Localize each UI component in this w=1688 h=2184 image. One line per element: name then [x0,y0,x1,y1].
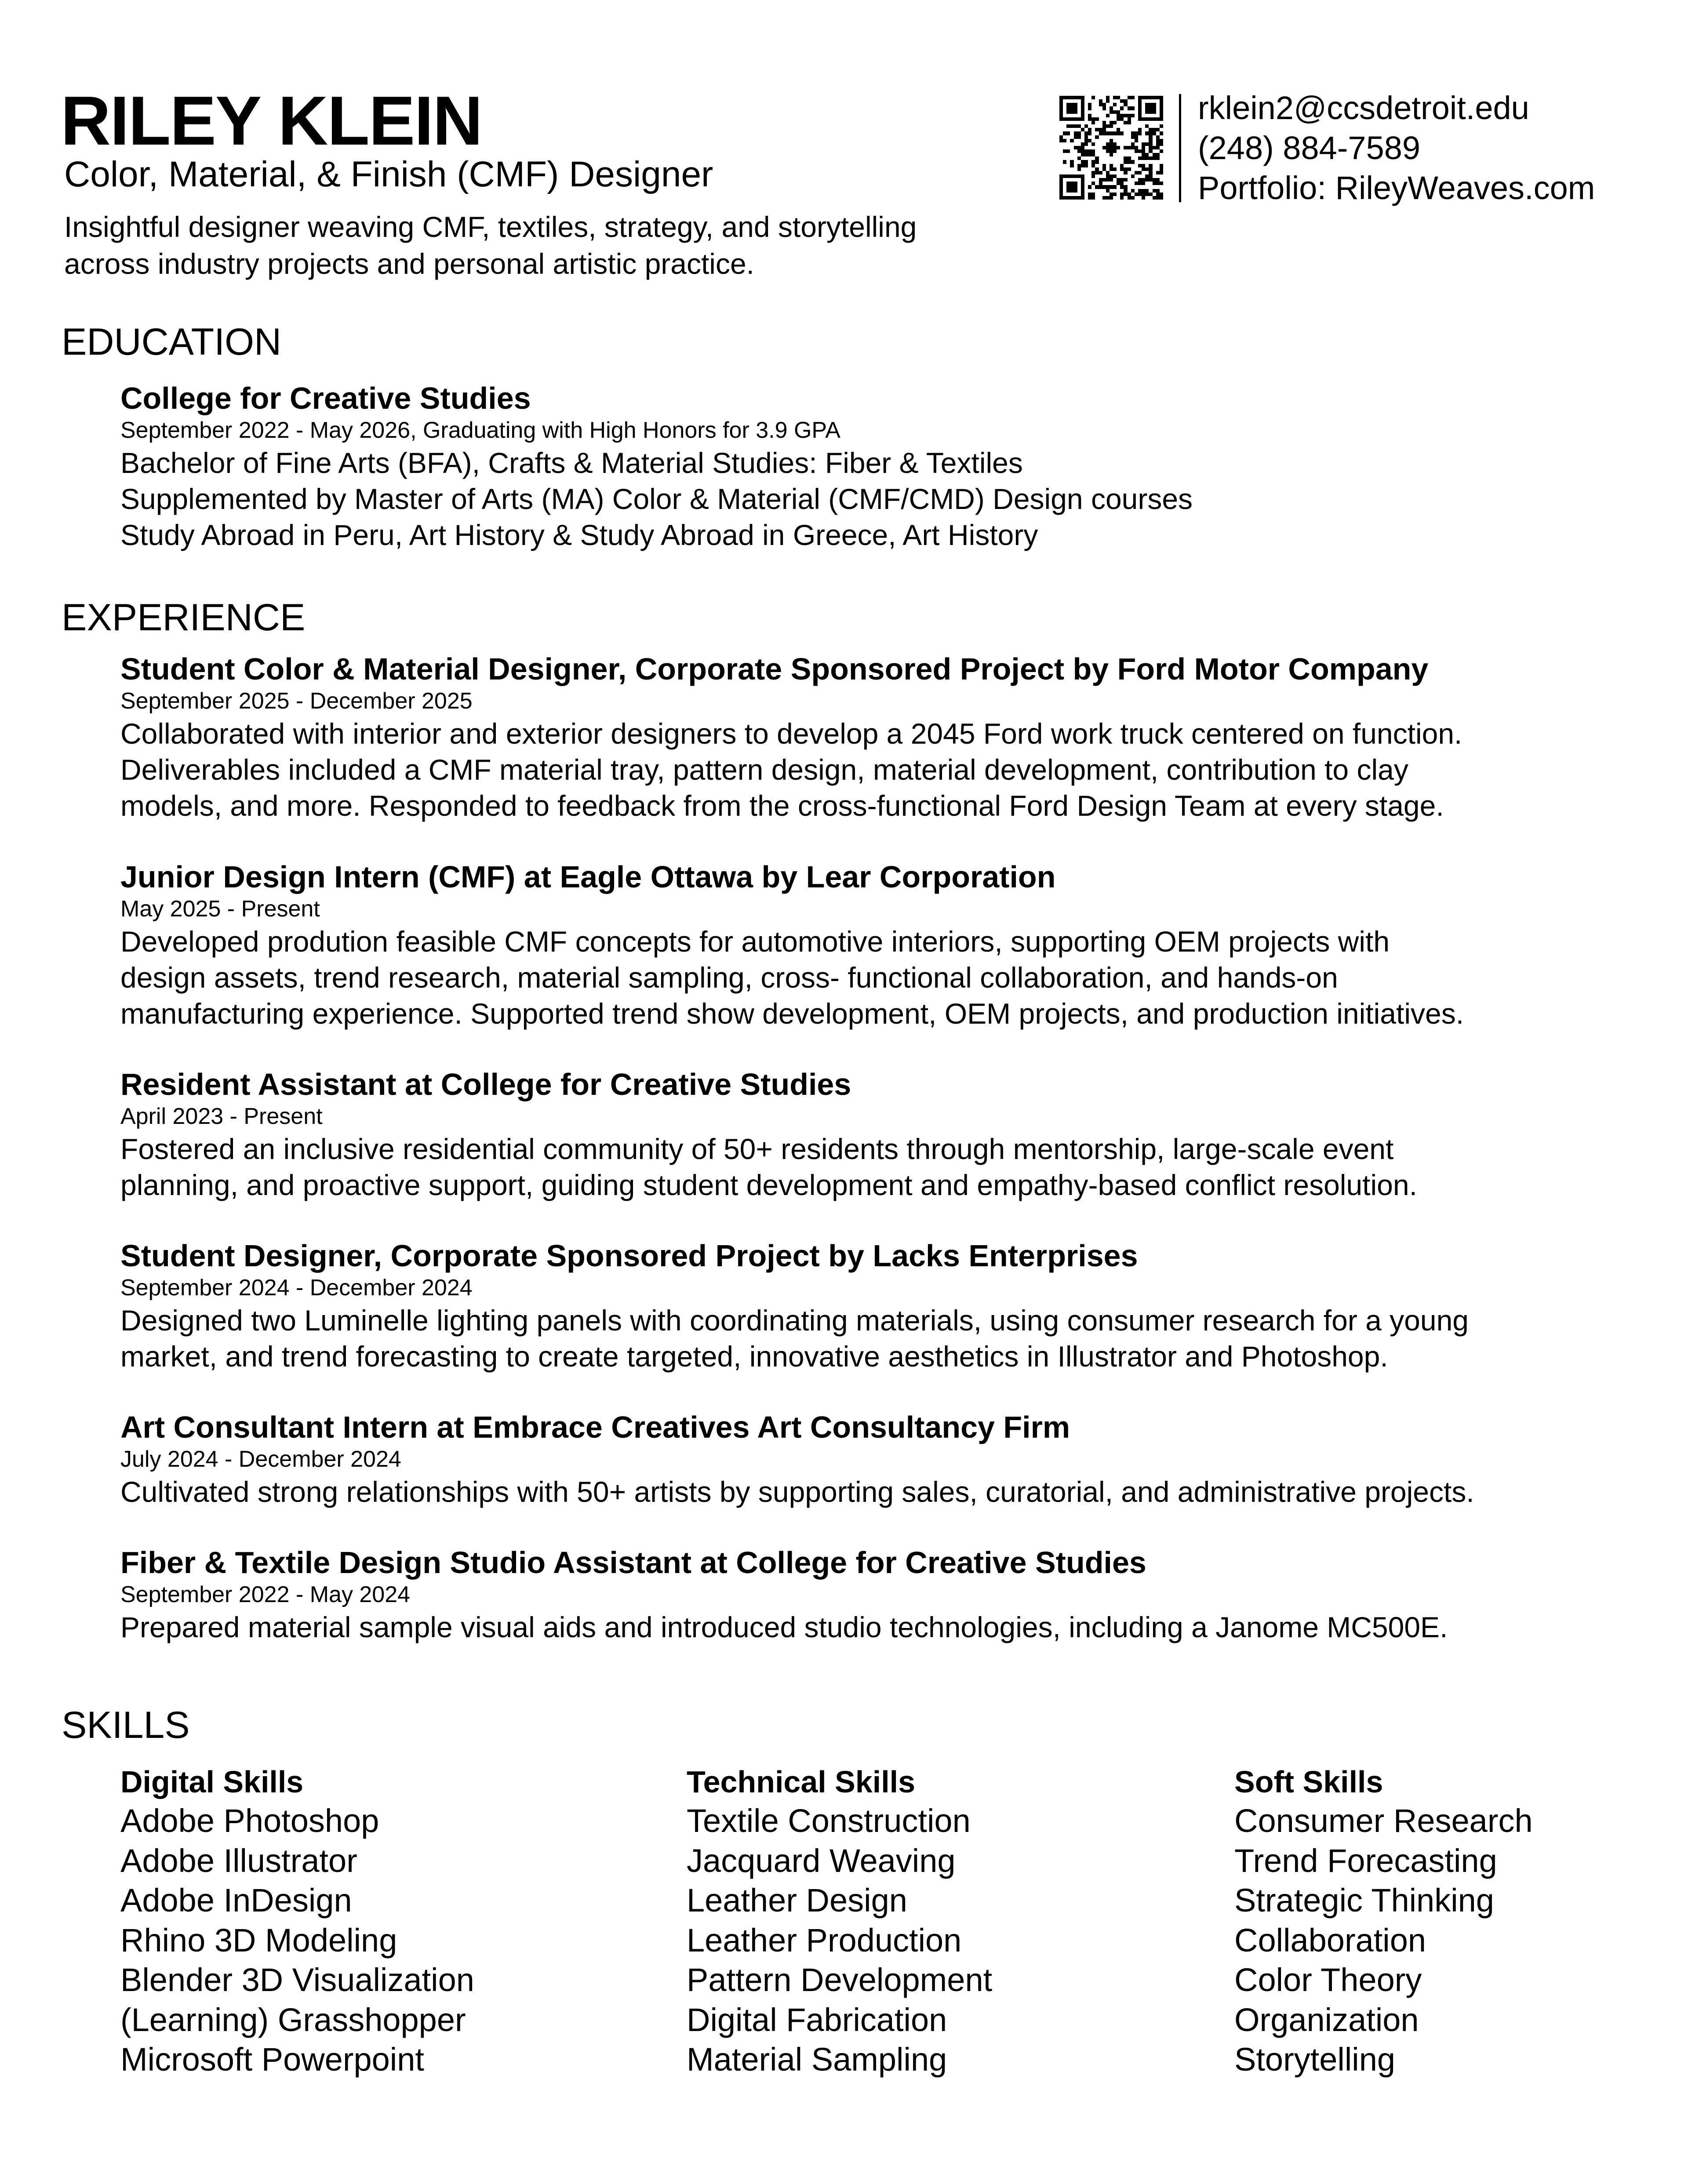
job-date: May 2025 - Present [120,896,320,922]
education-date: September 2022 - May 2026, Graduating with High Honors for 3.9 GPA [120,418,840,443]
skill-item: Microsoft Powerpoint [120,2041,424,2078]
skill-item: Leather Design [687,1882,907,1919]
education-details [120,445,1615,553]
job-date: July 2024 - December 2024 [120,1446,401,1472]
skill-item: Jacquard Weaving [687,1842,956,1879]
description-line: Developed prodution feasible CMF concepts for automotive interiors, supporting OEM projects with [120,925,1390,958]
skill-item: Material Sampling [687,2041,947,2078]
skill-item: Strategic Thinking [1234,1882,1494,1919]
candidate-name: RILEY KLEIN [61,82,482,160]
skill-item: Trend Forecasting [1234,1842,1497,1879]
experience-entry [120,1067,1615,1203]
candidate-title: Color, Material, & Finish (CMF) Designer [64,154,713,194]
skill-item: Collaboration [1234,1922,1426,1959]
portfolio-link[interactable]: Portfolio: RileyWeaves.com [1198,170,1595,206]
job-description [120,1131,1615,1203]
job-date: September 2022 - May 2024 [120,1582,411,1607]
divider [1179,94,1181,202]
skill-item: Storytelling [1234,2041,1396,2078]
experience-entry [120,1410,1615,1510]
job-date: September 2025 - December 2025 [120,688,473,714]
description-line: Fostered an inclusive residential community of 50+ residents through mentorship, large-scale event [120,1133,1394,1165]
description-line: Designed two Luminelle lighting panels with coordinating materials, using consumer research for a young [120,1304,1469,1337]
job-date: September 2024 - December 2024 [120,1275,473,1301]
experience-heading: EXPERIENCE [62,596,306,639]
job-description [120,1302,1615,1374]
skills-column-heading: Digital Skills [120,1765,304,1799]
job-title: Junior Design Intern (CMF) at Eagle Ottawa by Lear Corporation [120,860,1056,894]
job-date: April 2023 - Present [120,1104,323,1129]
skills-column-technical [687,1762,992,2080]
skill-item: (Learning) Grasshopper [120,2001,466,2038]
description-line: manufacturing experience. Supported trend show development, OEM projects, and production initiatives. [120,997,1464,1030]
job-title: Art Consultant Intern at Embrace Creatives Art Consultancy Firm [120,1410,1070,1444]
description-line: planning, and proactive support, guiding student development and empathy-based conflict resolution. [120,1169,1417,1201]
summary-line: across industry projects and personal artistic practice. [64,247,755,280]
description-line: Collaborated with interior and exterior designers to develop a 2045 Ford work truck centered on function. [120,717,1462,750]
description-line: design assets, trend research, material sampling, cross- functional collaboration, and hands-on [120,961,1338,994]
description-line: Deliverables included a CMF material tray, pattern design, material development, contribution to clay [120,753,1408,786]
job-description [120,1474,1615,1510]
phone-number[interactable]: (248) 884-7589 [1198,130,1421,166]
job-title: Resident Assistant at College for Creative Studies [120,1067,851,1101]
skill-item: Color Theory [1234,1962,1422,1998]
skill-item: Organization [1234,2001,1419,2038]
description-line: market, and trend forecasting to create targeted, innovative aesthetics in Illustrator and Photoshop. [120,1340,1388,1373]
summary [64,208,917,282]
education-line: Bachelor of Fine Arts (BFA), Crafts & Material Studies: Fiber & Textiles [120,447,1023,479]
job-description [120,716,1615,824]
summary-line: Insightful designer weaving CMF, textiles, strategy, and storytelling [64,211,917,243]
email-link[interactable]: rklein2@ccsdetroit.edu [1198,90,1529,126]
skills-column-digital [120,1762,474,2080]
skills-heading: SKILLS [62,1704,190,1746]
job-description [120,923,1615,1032]
experience-entry [120,859,1615,1032]
skill-item: Blender 3D Visualization [120,1962,474,1998]
school-name: College for Creative Studies [120,381,531,415]
experience-entry [120,1238,1615,1374]
education-entry [120,381,1615,553]
description-line: Cultivated strong relationships with 50+ artists by supporting sales, curatorial, and administrative projects. [120,1475,1474,1508]
skill-item: Consumer Research [1234,1802,1533,1839]
skill-item: Textile Construction [687,1802,971,1839]
job-description [120,1609,1615,1645]
education-heading: EDUCATION [62,321,282,363]
skill-item: Leather Production [687,1922,962,1959]
skill-item: Adobe Illustrator [120,1842,357,1879]
skills-column-heading: Technical Skills [687,1765,916,1799]
job-title: Student Designer, Corporate Sponsored Project by Lacks Enterprises [120,1239,1138,1273]
contact-block [1059,90,1595,208]
skill-item: Pattern Development [687,1962,993,1998]
experience-entry [120,651,1615,824]
education-line: Supplemented by Master of Arts (MA) Color & Material (CMF/CMD) Design courses [120,483,1193,515]
skills-column-soft [1234,1762,1533,2080]
job-title: Student Color & Material Designer, Corporate Sponsored Project by Ford Motor Company [120,652,1429,686]
skills-column-heading: Soft Skills [1234,1765,1383,1799]
skill-item: Adobe InDesign [120,1882,352,1919]
description-line: Prepared material sample visual aids and introduced studio technologies, including a Janome MC500E. [120,1611,1448,1643]
experience-entry [120,1545,1615,1645]
skill-item: Adobe Photoshop [120,1802,379,1839]
description-line: models, and more. Responded to feedback from the cross-functional Ford Design Team at every stage. [120,789,1444,822]
qr-code-icon[interactable] [1059,96,1163,200]
education-line: Study Abroad in Peru, Art History & Study Abroad in Greece, Art History [120,519,1038,551]
contact-info [1198,88,1595,208]
skill-item: Rhino 3D Modeling [120,1922,397,1959]
job-title: Fiber & Textile Design Studio Assistant at College for Creative Studies [120,1545,1146,1580]
skill-item: Digital Fabrication [687,2001,947,2038]
